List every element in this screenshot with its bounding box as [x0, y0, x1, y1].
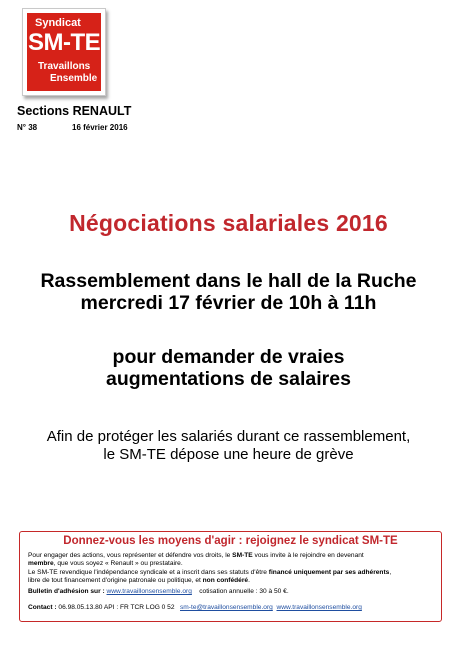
page-title: Négociations salariales 2016 [69, 210, 388, 236]
p1-text-3: , que vous soyez « Renault » ou prestataire. [53, 560, 183, 567]
membership-paragraph-1 [28, 552, 364, 568]
contact-line [28, 604, 362, 612]
p2-text-2: libre de tout financement d'origine patronale ou politique, et [28, 577, 203, 584]
note-line-1: Afin de protéger les salariés durant ce rassemblement, [46, 428, 411, 445]
membership-paragraph-2 [28, 569, 391, 585]
sections-heading: Sections RENAULT [17, 104, 132, 118]
note-line-2: le SM-TE dépose une heure de grève [103, 446, 354, 463]
p2-bold: financé uniquement par ses adhérents [268, 569, 390, 576]
logo-brand-text: SM-TE [28, 29, 101, 56]
p2-period: . [248, 577, 250, 584]
p2-comma: , [389, 569, 392, 576]
p1-membre: membre [28, 560, 54, 567]
issue-date: 16 février 2016 [72, 123, 128, 132]
p2-text: Le SM-TE revendique l'indépendance syndicale et a inscrit dans ses statuts d'être [28, 569, 269, 576]
cotisation-text: cotisation annuelle : 30 à 50 €. [199, 588, 289, 595]
rally-line-1: Rassemblement dans le hall de la Ruche [40, 270, 417, 292]
smte-logo [22, 8, 106, 96]
membership-box [19, 531, 442, 622]
contact-details: 06.98.05.13.80 API : FR TCR LOG 0 52 [58, 604, 175, 611]
p2-bold-2: non confédéré [202, 577, 249, 584]
bulletin-link[interactable]: www.travaillonsensemble.org [106, 588, 192, 595]
bulletin-label: Bulletin d'adhésion sur : [28, 588, 105, 595]
membership-box-title: Donnez-vous les moyens d'agir : rejoignez le syndicat SM-TE [63, 535, 398, 547]
purpose-line-1: pour demander de vraies [112, 346, 345, 368]
p1-text-2: vous invite à le rejoindre en devenant [252, 552, 364, 559]
contact-label: Contact : [28, 604, 57, 611]
issue-number: N° 38 [17, 123, 38, 132]
contact-site-link[interactable]: www.travaillonsensemble.org [276, 604, 362, 611]
contact-email-link[interactable]: sm-te@travaillonsensemble.org [180, 604, 273, 611]
p1-text: Pour engager des actions, vous représenter et défendre vos droits, le [28, 552, 233, 559]
bulletin-line [28, 588, 289, 596]
p1-org: SM-TE [232, 552, 253, 559]
logo-ensemble-text: Ensemble [50, 73, 98, 84]
purpose-line-2: augmentations de salaires [106, 368, 351, 390]
logo-syndicat-text: Syndicat [35, 17, 81, 29]
logo-travaillons-text: Travaillons [38, 61, 91, 72]
rally-line-2: mercredi 17 février de 10h à 11h [80, 292, 377, 314]
